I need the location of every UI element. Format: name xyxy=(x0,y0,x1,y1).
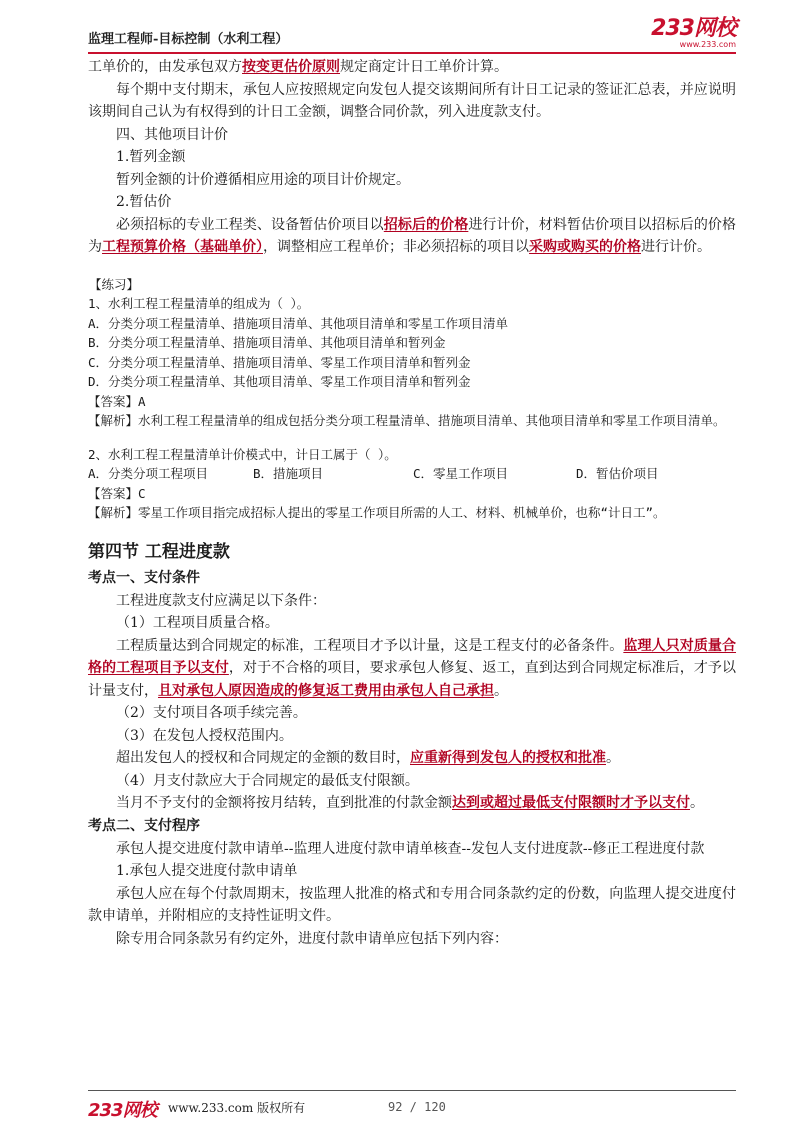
paragraph: 每个期中支付期末，承包人应按照规定向发包人提交该期间所有计日工记录的签证汇总表，并应说明该期间自己认为有权得到的计日工金额，调整合同价款，列入进度款支付。 xyxy=(88,81,736,120)
paragraph: 当月不予支付的金额将按月结转，直到批准的付款金额达到或超过最低支付限额时才予以支付。 xyxy=(116,795,704,811)
option: D．暂估价项目 xyxy=(576,466,659,481)
paragraph: 承包人应在每个付款周期末，按监理人批准的格式和专用合同条款约定的份数，向监理人提交进度付款申请单，并附相应的支持性证明文件。 xyxy=(88,885,736,924)
header-title: 监理工程师-目标控制（水利工程） xyxy=(88,32,289,47)
paragraph: 超出发包人的授权和合同规定的金额的数目时，应重新得到发包人的授权和批准。 xyxy=(116,750,620,766)
subheading: 1.承包人提交进度付款申请单 xyxy=(116,863,298,879)
document-body xyxy=(88,56,736,950)
highlight: 工程预算价格（基础单价） xyxy=(102,239,263,255)
point-title: 考点一、支付条件 xyxy=(88,569,200,586)
point-title: 考点二、支付程序 xyxy=(88,817,200,834)
practice-title: 【练习】 xyxy=(89,276,140,292)
paragraph: 工程质量达到合同规定的标准，工程项目才予以计量，这是工程支付的必备条件。监理人只对质量合格的工程项目予以支付，对于不合格的项目，要求承包人修复、返工，直到达到合同规定标准后，才予以计量支付，且对承包人原因造成的修复返工费用由承包人自己承担。 xyxy=(88,637,737,699)
condition-item: （2）支付项目各项手续完善。 xyxy=(116,705,307,721)
answer: 【答案】C xyxy=(88,485,146,501)
paragraph: 暂列金额的计价遵循相应用途的项目计价规定。 xyxy=(116,171,410,188)
condition-item: （4）月支付款应大于合同规定的最低支付限额。 xyxy=(116,772,419,789)
practice-block xyxy=(88,275,736,523)
paragraph: 工单价的，由发承包双方按变更估价原则规定商定计日工单价计算。 xyxy=(88,59,508,75)
options-row xyxy=(88,464,736,484)
condition-item: （1）工程项目质量合格。 xyxy=(116,615,279,631)
highlight: 达到或超过最低支付限额时才予以支付 xyxy=(452,795,690,811)
footer-divider xyxy=(88,1090,736,1091)
option: D．分类分项工程量清单、其他项目清单、零星工作项目清单和暂列金 xyxy=(88,374,471,389)
option: A．分类分项工程项目 xyxy=(88,466,209,481)
highlight: 采购或购买的价格 xyxy=(529,239,641,255)
footer-site: www.233.com 版权所有 xyxy=(168,1101,306,1115)
option: B．分类分项工程量清单、措施项目清单、其他项目清单和暂列金 xyxy=(88,335,446,350)
page-footer xyxy=(88,1096,736,1120)
footer-logo: 233网校 xyxy=(88,1100,157,1121)
logo-text: 233网校 xyxy=(651,16,736,41)
condition-item: （3）在发包人授权范围内。 xyxy=(116,727,293,744)
option: C．零星工作项目 xyxy=(413,466,509,481)
logo-url: www.233.com xyxy=(679,40,736,49)
option: C．分类分项工程量清单、措施项目清单、零星工作项目清单和暂列金 xyxy=(88,354,471,370)
page-number: 92 / 120 xyxy=(388,1100,446,1114)
subheading: 1.暂列金额 xyxy=(116,149,186,165)
question-stem: 1、水利工程工程量清单的组成为（ ）。 xyxy=(88,296,310,311)
header-divider xyxy=(88,52,736,54)
highlight: 招标后的价格 xyxy=(383,216,469,233)
page-header xyxy=(88,18,736,52)
highlight: 监理人只对质量合格的工程项目予以支付 xyxy=(88,637,737,676)
highlight: 按变更估价原则 xyxy=(242,59,340,75)
answer: 【答案】A xyxy=(88,393,146,409)
highlight: 且对承包人原因造成的修复返工费用由承包人自己承担 xyxy=(158,682,494,699)
highlight: 应重新得到发包人的授权和批准 xyxy=(410,750,606,766)
option: A．分类分项工程量清单、措施项目清单、其他项目清单和零星工作项目清单 xyxy=(88,315,509,331)
paragraph: 必须招标的专业工程类、设备暂估价项目以招标后的价格进行计价，材料暂估价项目以招标后的价格为工程预算价格（基础单价），调整相应工程单价；非必须招标的项目以采购或购买的价格进行计价。 xyxy=(88,216,737,255)
analysis: 【解析】水利工程工程量清单的组成包括分类分项工程量清单、措施项目清单、其他项目清单和零星工作项目清单。 xyxy=(88,413,726,428)
heading-other-items: 四、其他项目计价 xyxy=(116,126,228,143)
subheading: 2.暂估价 xyxy=(116,194,172,210)
option: B．措施项目 xyxy=(253,466,324,481)
paragraph: 除专用合同条款另有约定外，进度付款申请单应包括下列内容： xyxy=(116,930,508,947)
analysis: 【解析】零星工作项目指完成招标人提出的零星工作项目所需的人工、材料、机械单价，也称“计日工”。 xyxy=(88,505,666,520)
paragraph: 承包人提交进度付款申请单--监理人进度付款申请单核查--发包人支付进度款--修正工程进度付款 xyxy=(116,840,705,857)
section-title: 第四节 工程进度款 xyxy=(88,541,230,562)
brand-logo xyxy=(624,18,736,50)
paragraph: 工程进度款支付应满足以下条件： xyxy=(116,592,326,609)
question-stem: 2、水利工程工程量清单计价模式中，计日工属于（ ）。 xyxy=(88,446,397,462)
